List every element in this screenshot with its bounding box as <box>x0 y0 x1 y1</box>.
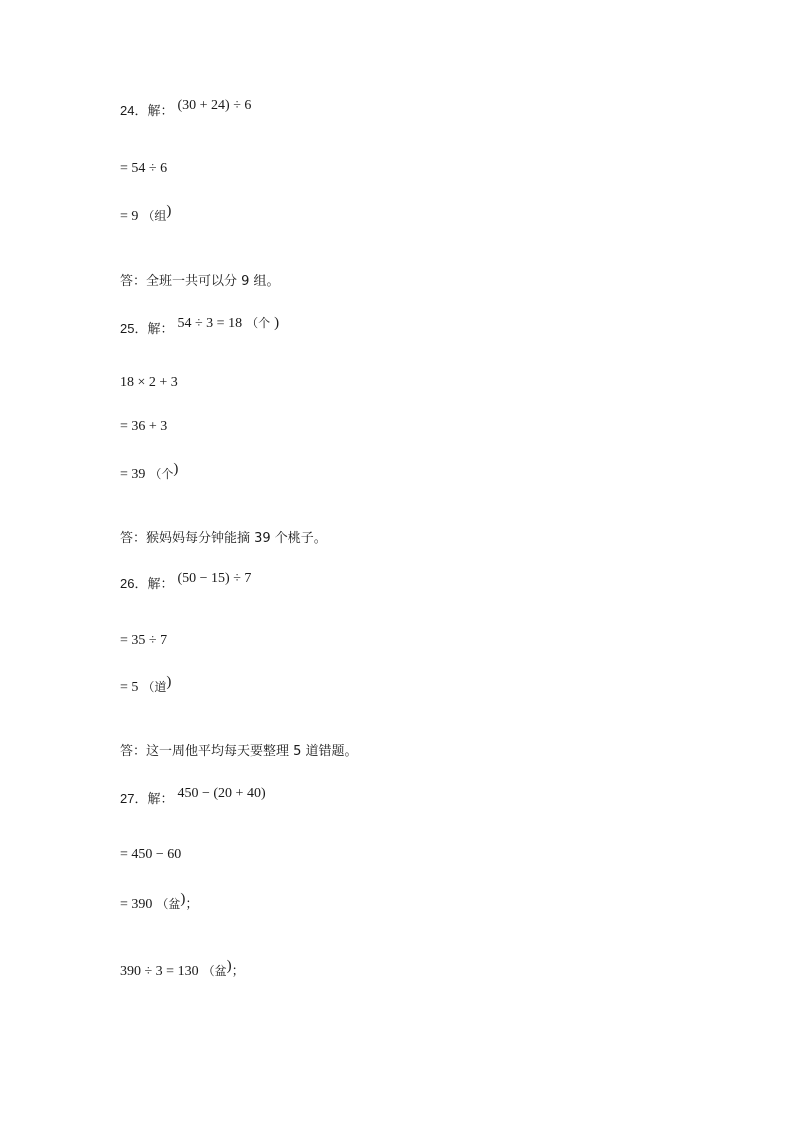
step-expression: = 39 <box>120 467 146 482</box>
solution-label: 解： <box>147 577 174 592</box>
step <box>120 418 167 435</box>
unit-label: （道 <box>142 680 167 694</box>
step <box>120 160 167 177</box>
solution-label: 解： <box>147 792 174 807</box>
step <box>120 203 172 225</box>
step-expression: 18 × 2 + 3 <box>120 375 178 390</box>
close-paren: ) <box>274 315 280 331</box>
step <box>120 893 198 913</box>
unit-label: （个 <box>246 316 271 330</box>
expression: 54 ÷ 3 = 18 <box>177 316 243 331</box>
step <box>120 674 172 696</box>
answer-text: 答：猴妈妈每分钟能摘 39 个桃子。 <box>120 531 327 546</box>
problem-number: 26． <box>120 576 148 591</box>
step-expression: = 36 + 3 <box>120 419 168 434</box>
problem-25-header <box>120 315 280 338</box>
answer-line <box>120 527 327 546</box>
step-expression: = 54 ÷ 6 <box>120 161 168 176</box>
problem-26-header <box>120 573 251 593</box>
close-paren: ) <box>226 958 232 974</box>
close-paren: ) <box>166 203 172 219</box>
close-paren: ) <box>173 461 179 477</box>
semicolon: ； <box>231 964 245 979</box>
answer-line <box>120 270 280 289</box>
close-paren: ) <box>180 891 186 907</box>
step <box>120 846 181 863</box>
unit-label: （盆 <box>156 897 181 911</box>
step-expression: = 9 <box>120 209 139 224</box>
unit-label: （个 <box>149 467 174 481</box>
step <box>120 461 179 483</box>
unit-label: （组 <box>142 209 167 223</box>
step-expression: = 390 <box>120 897 153 912</box>
solution-label: 解： <box>147 322 174 337</box>
problem-number: 24． <box>120 103 148 118</box>
semicolon: ； <box>185 897 199 912</box>
step <box>120 960 245 980</box>
step-expression: 390 ÷ 3 = 130 <box>120 964 199 979</box>
step-expression: = 35 ÷ 7 <box>120 633 168 648</box>
expression: (30 + 24) ÷ 6 <box>177 98 252 113</box>
expression: (50 − 15) ÷ 7 <box>177 571 252 586</box>
answer-line <box>120 740 358 759</box>
expression: 450 − (20 + 40) <box>177 786 266 801</box>
problem-number: 25． <box>120 321 148 336</box>
step <box>120 374 178 391</box>
unit-label: （盆 <box>202 964 227 978</box>
solution-label: 解： <box>147 104 174 119</box>
problem-24-header <box>120 100 251 120</box>
step-expression: = 450 − 60 <box>120 847 182 862</box>
problem-27-header <box>120 788 266 808</box>
step <box>120 632 167 649</box>
step-expression: = 5 <box>120 680 139 695</box>
answer-text: 答：全班一共可以分 9 组。 <box>120 274 280 289</box>
close-paren: ) <box>166 674 172 690</box>
answer-text: 答：这一周他平均每天要整理 5 道错题。 <box>120 744 358 759</box>
problem-number: 27． <box>120 791 148 806</box>
